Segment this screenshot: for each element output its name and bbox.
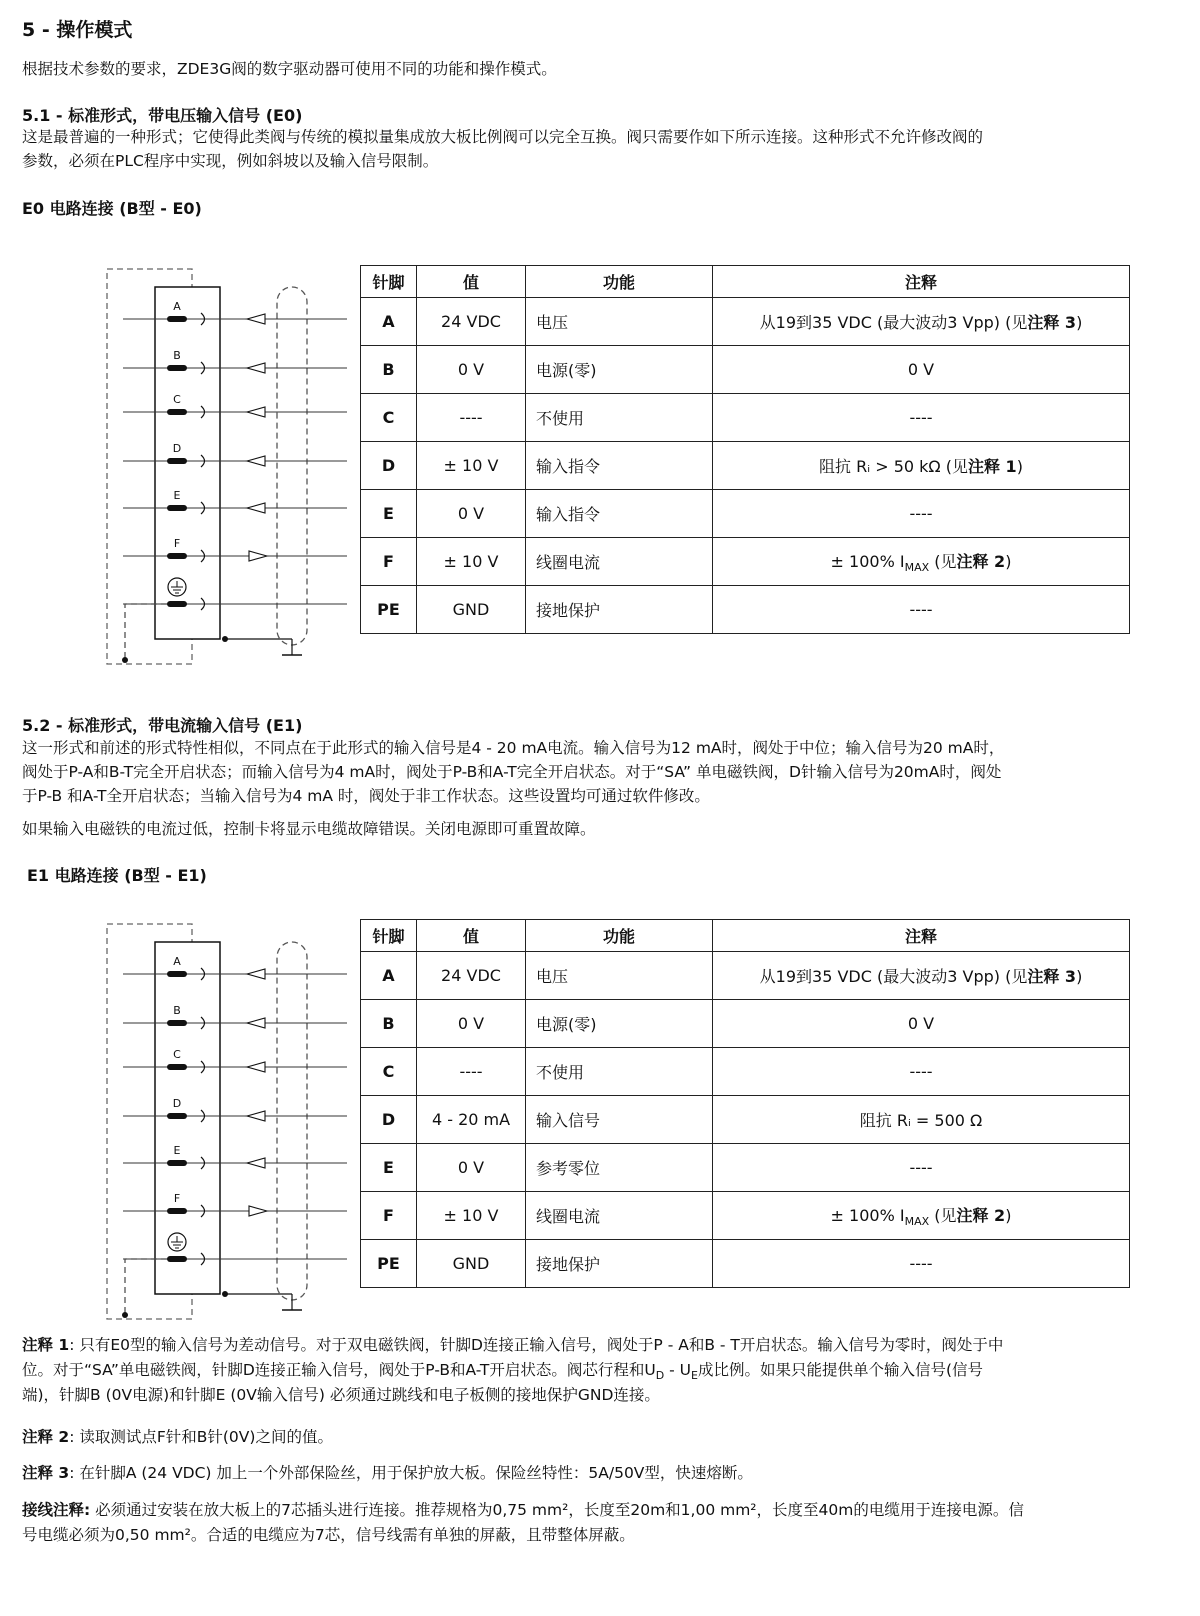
- subsection-5-2-line4: 如果输入电磁铁的电流过低，控制卡将显示电缆故障错误。关闭电源即可重置故障。: [22, 820, 596, 838]
- input-arrow: [247, 314, 265, 324]
- note-1-text: : 只有E0型的输入信号为差动信号。对于双电磁铁阀，针脚D连接正输入信号，阀处于P - A和B - T开启状态。输入信号为零时，阀处于中: [69, 1336, 1004, 1354]
- pin-letter: A: [173, 300, 181, 313]
- input-arrow: [247, 503, 265, 513]
- subsection-5-1-line1: 这是最普遍的一种形式；它使得此类阀与传统的模拟量集成放大板比例阀可以完全互换。阀只需要作如下所示连接。这种形式不允许修改阀的: [22, 128, 984, 146]
- cell-note: [713, 346, 1130, 394]
- cell-function: 接地保护: [526, 1240, 713, 1288]
- note-1-sub-e: E: [691, 1369, 698, 1383]
- cell-value: 0 V: [417, 346, 526, 394]
- pin-contact: [167, 458, 187, 464]
- note-close: ): [1005, 551, 1012, 571]
- cell-function: 不使用: [526, 394, 713, 442]
- cell-pin: F: [361, 1192, 417, 1240]
- note-3-text: : 在针脚A (24 VDC) 加上一个外部保险丝，用于保护放大板。保险丝特性：5A/50V型，快速熔断。: [69, 1464, 753, 1482]
- pin-letter: E: [173, 489, 181, 502]
- cell-pin: PE: [361, 586, 417, 634]
- pin-letter: C: [173, 393, 181, 406]
- table-row: [361, 586, 1130, 634]
- subsection-5-1-line2: 参数，必须在PLC程序中实现，例如斜坡以及输入信号限制。: [22, 152, 439, 170]
- note-text: ----: [909, 1158, 933, 1177]
- pin-letter: B: [173, 1004, 181, 1017]
- cell-function: 线圈电流: [526, 1192, 713, 1240]
- note-2-label: 注释 2: [22, 1428, 70, 1446]
- wiring-note-line2: 号电缆必须为0,50 mm²。合适的电缆应为7芯，信号线需有单独的屏蔽，且带整体屏蔽。: [22, 1526, 635, 1544]
- note-text-2: (见: [929, 551, 957, 571]
- table-row: [361, 538, 1130, 586]
- input-arrow: [247, 407, 265, 417]
- subsection-5-2-line2: 阀处于P-A和B-T完全开启状态；而输入信号为4 mA时，阀处于P-B和A-T完全开启状态。对于“SA” 单电磁铁阀，D针输入信号为20mA时，阀处: [22, 763, 1002, 781]
- cell-pin: F: [361, 538, 417, 586]
- note-close: ): [1005, 1205, 1012, 1225]
- cell-function: 输入指令: [526, 490, 713, 538]
- note-1-line2-b: - U: [664, 1361, 692, 1379]
- cell-value: 0 V: [417, 1000, 526, 1048]
- header-value: 值: [417, 266, 526, 298]
- input-arrow: [247, 969, 265, 979]
- pin-contact: [167, 1113, 187, 1119]
- note-text: ----: [909, 600, 933, 619]
- connector-block: [155, 942, 220, 1294]
- note-2-text: : 读取测试点F针和B针(0V)之间的值。: [69, 1428, 333, 1446]
- cell-value: ± 10 V: [417, 538, 526, 586]
- cell-value: ----: [417, 1048, 526, 1096]
- cell-function: 接地保护: [526, 586, 713, 634]
- pin-contact: [167, 1064, 187, 1070]
- pin-letter: D: [172, 1097, 182, 1110]
- wiring-diagram-e1: [95, 917, 365, 1337]
- table-row: [361, 1096, 1130, 1144]
- note-text: 阻抗 Rᵢ > 50 kΩ (见: [819, 457, 968, 476]
- cell-pin: B: [361, 1000, 417, 1048]
- pin-contact: [167, 409, 187, 415]
- note-text: ----: [909, 408, 933, 427]
- subsection-5-2-title: 5.2 - 标准形式，带电流输入信号 (E1): [22, 716, 303, 735]
- cell-note: [713, 1192, 1130, 1240]
- cell-pin: E: [361, 490, 417, 538]
- diagram-e0-title: E0 电路连接 (B型 - E0): [22, 199, 202, 218]
- note-3: [22, 1461, 753, 1486]
- wiring-note-text: 必须通过安装在放大板上的7芯插头进行连接。推荐规格为0,75 mm²，长度至20m和1,00 mm²，长度至40m的电缆用于连接电源。信: [90, 1501, 1024, 1519]
- table-row: [361, 1192, 1130, 1240]
- connector-block: [155, 287, 220, 639]
- cell-function: 电压: [526, 952, 713, 1000]
- shield-bus-dot: [222, 636, 228, 642]
- pin-contact: [167, 553, 187, 559]
- header-function: 功能: [526, 266, 713, 298]
- cell-pin: C: [361, 1048, 417, 1096]
- table-row: [361, 442, 1130, 490]
- header-function: 功能: [526, 920, 713, 952]
- input-arrow: [247, 363, 265, 373]
- input-arrow: [247, 1158, 265, 1168]
- table-row: [361, 346, 1130, 394]
- pin-table-e0: [360, 265, 1130, 634]
- pin-letter: C: [173, 1048, 181, 1061]
- note-1-line2-a: 位。对于“SA”单电磁铁阀，针脚D连接正输入信号，阀处于P-B和A-T开启状态。阀芯行程和U: [22, 1361, 656, 1379]
- cell-pin: E: [361, 1144, 417, 1192]
- cell-value: ± 10 V: [417, 1192, 526, 1240]
- note-1-line3: 端)，针脚B (0V电源)和针脚E (0V输入信号) 必须通过跳线和电子板侧的接地保护GND连接。: [22, 1386, 660, 1404]
- subsection-5-2-line3: 于P-B 和A-T全开启状态；当输入信号为4 mA 时，阀处于非工作状态。这些设置均可通过软件修改。: [22, 787, 710, 805]
- output-arrow: [249, 551, 267, 561]
- note-2: [22, 1425, 333, 1450]
- cell-note: [713, 442, 1130, 490]
- input-arrow: [247, 1018, 265, 1028]
- note-text: ----: [909, 1062, 933, 1081]
- cell-note: [713, 586, 1130, 634]
- pin-letter: F: [173, 1192, 181, 1205]
- pin-letter: A: [173, 955, 181, 968]
- note-1-sub-d: D: [655, 1369, 665, 1383]
- table-header-row: [361, 266, 1130, 298]
- table-header-row: [361, 920, 1130, 952]
- note-1-line1: [22, 1333, 1003, 1358]
- output-arrow: [249, 1206, 267, 1216]
- input-arrow: [247, 456, 265, 466]
- pin-contact: [167, 1256, 187, 1262]
- cell-note: [713, 1240, 1130, 1288]
- pe-ground-dot: [122, 657, 128, 663]
- pin-letter: D: [172, 442, 182, 455]
- pin-contact: [167, 1208, 187, 1214]
- cell-function: 参考零位: [526, 1144, 713, 1192]
- cell-note: [713, 1096, 1130, 1144]
- cell-function: 电源(零): [526, 1000, 713, 1048]
- header-value: 值: [417, 920, 526, 952]
- cell-value: ----: [417, 394, 526, 442]
- cell-pin: A: [361, 298, 417, 346]
- cable-shield-outline: [277, 287, 307, 645]
- cell-function: 线圈电流: [526, 538, 713, 586]
- cell-note: [713, 538, 1130, 586]
- input-arrow: [247, 1062, 265, 1072]
- subsection-5-2-line1: 这一形式和前述的形式特性相似，不同点在于此形式的输入信号是4 - 20 mA电流。输入信号为12 mA时，阀处于中位；输入信号为20 mA时，: [22, 739, 1005, 757]
- cell-value: 24 VDC: [417, 952, 526, 1000]
- diagram-e1-title: E1 电路连接 (B型 - E1): [27, 866, 207, 885]
- cell-function: 不使用: [526, 1048, 713, 1096]
- note-text: ± 100% I: [830, 551, 905, 571]
- note-subscript: MAX: [904, 561, 930, 575]
- cell-value: 0 V: [417, 1144, 526, 1192]
- note-text-2: (见: [929, 1205, 957, 1225]
- pe-ground-dot: [122, 1312, 128, 1318]
- note-ref: 注释 2: [956, 551, 1006, 571]
- shield-bus-dot: [222, 1291, 228, 1297]
- note-close: ): [1016, 457, 1023, 476]
- cell-function: 输入信号: [526, 1096, 713, 1144]
- pin-contact: [167, 316, 187, 322]
- table-row: [361, 298, 1130, 346]
- cell-function: 电压: [526, 298, 713, 346]
- table-row: [361, 490, 1130, 538]
- input-arrow: [247, 1111, 265, 1121]
- cell-note: [713, 952, 1130, 1000]
- pin-letter: E: [173, 1144, 181, 1157]
- note-text: 从19到35 VDC (最大波动3 Vpp) (见: [759, 967, 1028, 986]
- header-pin: 针脚: [361, 920, 417, 952]
- cell-note: [713, 490, 1130, 538]
- cell-note: [713, 394, 1130, 442]
- cell-pin: D: [361, 1096, 417, 1144]
- note-text: 0 V: [907, 1014, 935, 1033]
- pin-contact: [167, 971, 187, 977]
- pin-letter: F: [173, 537, 181, 550]
- cell-function: 电源(零): [526, 346, 713, 394]
- header-note: 注释: [713, 920, 1130, 952]
- note-text: ----: [909, 504, 933, 523]
- section-title: 5 - 操作模式: [22, 19, 133, 41]
- pin-letter: B: [173, 349, 181, 362]
- pin-contact: [167, 601, 187, 607]
- note-text: ± 100% I: [830, 1205, 905, 1225]
- note-1-line2-c: 成比例。如果只能提供单个输入信号(信号: [697, 1361, 984, 1379]
- note-text: ----: [909, 1254, 933, 1273]
- pin-table-e1: [360, 919, 1130, 1288]
- cable-shield-outline: [277, 942, 307, 1300]
- wiring-diagram-e0: [95, 262, 365, 682]
- note-ref: 注释 1: [967, 457, 1017, 476]
- cell-value: 24 VDC: [417, 298, 526, 346]
- header-note: 注释: [713, 266, 1130, 298]
- note-text: 从19到35 VDC (最大波动3 Vpp) (见: [759, 313, 1028, 332]
- cell-value: 4 - 20 mA: [417, 1096, 526, 1144]
- note-ref: 注释 2: [956, 1205, 1006, 1225]
- pin-contact: [167, 505, 187, 511]
- cell-value: GND: [417, 1240, 526, 1288]
- table-row: [361, 394, 1130, 442]
- cell-note: [713, 1000, 1130, 1048]
- note-3-label: 注释 3: [22, 1464, 70, 1482]
- table-row: [361, 1144, 1130, 1192]
- cell-note: [713, 1048, 1130, 1096]
- note-ref: 注释 3: [1027, 313, 1077, 332]
- pin-contact: [167, 1160, 187, 1166]
- note-close: ): [1076, 967, 1083, 986]
- note-subscript: MAX: [904, 1215, 930, 1229]
- cell-note: [713, 1144, 1130, 1192]
- pin-contact: [167, 365, 187, 371]
- wiring-note-label: 接线注释:: [22, 1501, 91, 1519]
- cell-pin: B: [361, 346, 417, 394]
- cell-value: ± 10 V: [417, 442, 526, 490]
- note-text: 阻抗 Rᵢ = 500 Ω: [859, 1111, 983, 1130]
- section-intro: 根据技术参数的要求，ZDE3G阀的数字驱动器可使用不同的功能和操作模式。: [22, 60, 557, 78]
- table-row: [361, 1240, 1130, 1288]
- note-close: ): [1076, 313, 1083, 332]
- note-ref: 注释 3: [1027, 967, 1077, 986]
- table-row: [361, 1000, 1130, 1048]
- note-text: 0 V: [907, 360, 935, 379]
- cell-pin: D: [361, 442, 417, 490]
- table-row: [361, 952, 1130, 1000]
- table-row: [361, 1048, 1130, 1096]
- header-pin: 针脚: [361, 266, 417, 298]
- note-1-label: 注释 1: [22, 1336, 70, 1354]
- subsection-5-1-title: 5.1 - 标准形式，带电压输入信号 (E0): [22, 106, 303, 125]
- pin-contact: [167, 1020, 187, 1026]
- cell-function: 输入指令: [526, 442, 713, 490]
- cell-pin: C: [361, 394, 417, 442]
- cell-pin: PE: [361, 1240, 417, 1288]
- cell-pin: A: [361, 952, 417, 1000]
- cell-note: [713, 298, 1130, 346]
- wiring-note-line1: [22, 1498, 1024, 1523]
- cell-value: GND: [417, 586, 526, 634]
- cell-value: 0 V: [417, 490, 526, 538]
